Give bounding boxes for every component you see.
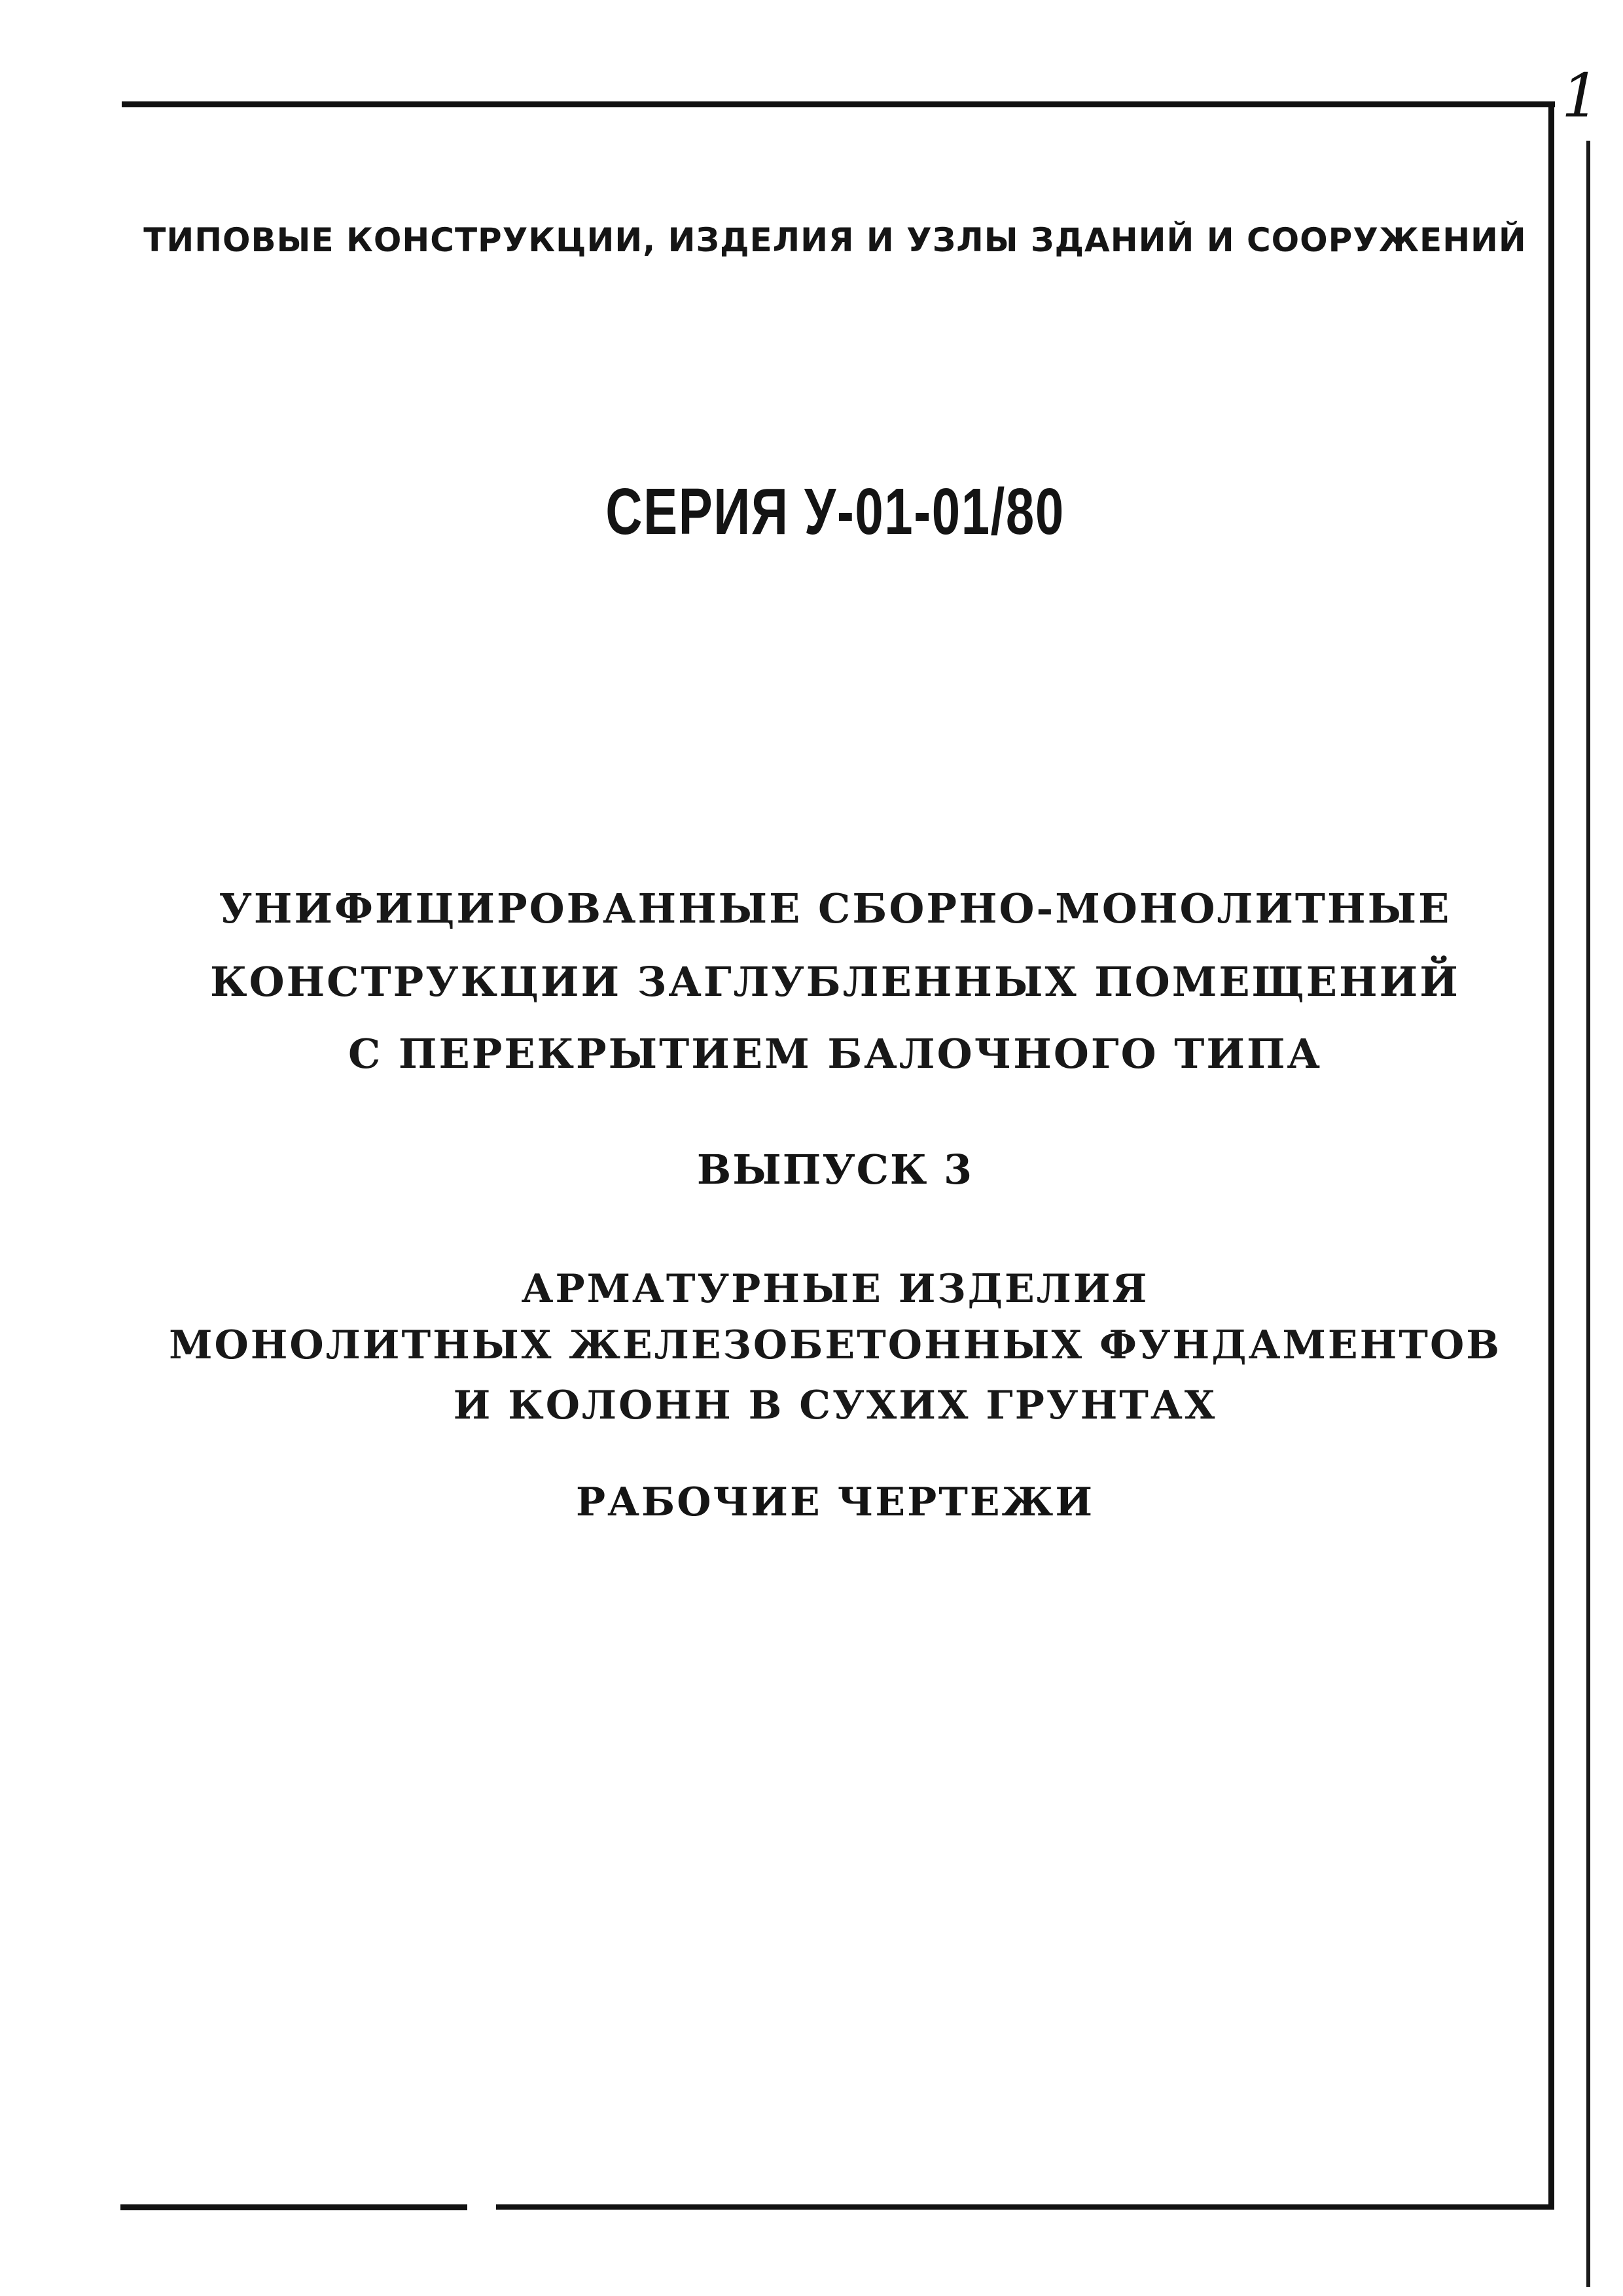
title-line-3: С ПЕРЕКРЫТИЕМ БАЛОЧНОГО ТИПА [348,1030,1322,1078]
sheet-number: 1 [1561,61,1600,131]
frame-bottom-border-right [496,2204,1554,2210]
frame-outer-right-border [1586,141,1590,2287]
frame-right-border [1548,101,1554,2210]
title-line-2: КОНСТРУКЦИИ ЗАГЛУБЛЕННЫХ ПОМЕЩЕНИЙ [210,958,1460,1006]
frame-bottom-border-left [120,2204,467,2210]
header-caption: ТИПОВЫЕ КОНСТРУКЦИИ, ИЗДЕЛИЯ И УЗЛЫ ЗДАНИЙ И СООРУЖЕНИЙ [143,221,1527,259]
issue-number: ВЫПУСК 3 [696,1146,974,1193]
frame-top-border [122,101,1555,107]
title-line-1: УНИФИЦИРОВАННЫЕ СБОРНО-МОНОЛИТНЫЕ [219,885,1452,932]
series-title: СЕРИЯ У-01-01/80 [605,475,1065,548]
subtitle-line-2: МОНОЛИТНЫХ ЖЕЛЕЗОБЕТОННЫХ ФУНДАМЕНТОВ [169,1322,1501,1368]
subtitle-line-1: АРМАТУРНЫЕ ИЗДЕЛИЯ [521,1266,1149,1312]
document-type: РАБОЧИЕ ЧЕРТЕЖИ [575,1479,1095,1525]
subtitle-line-3: И КОЛОНН В СУХИХ ГРУНТАХ [453,1383,1217,1428]
